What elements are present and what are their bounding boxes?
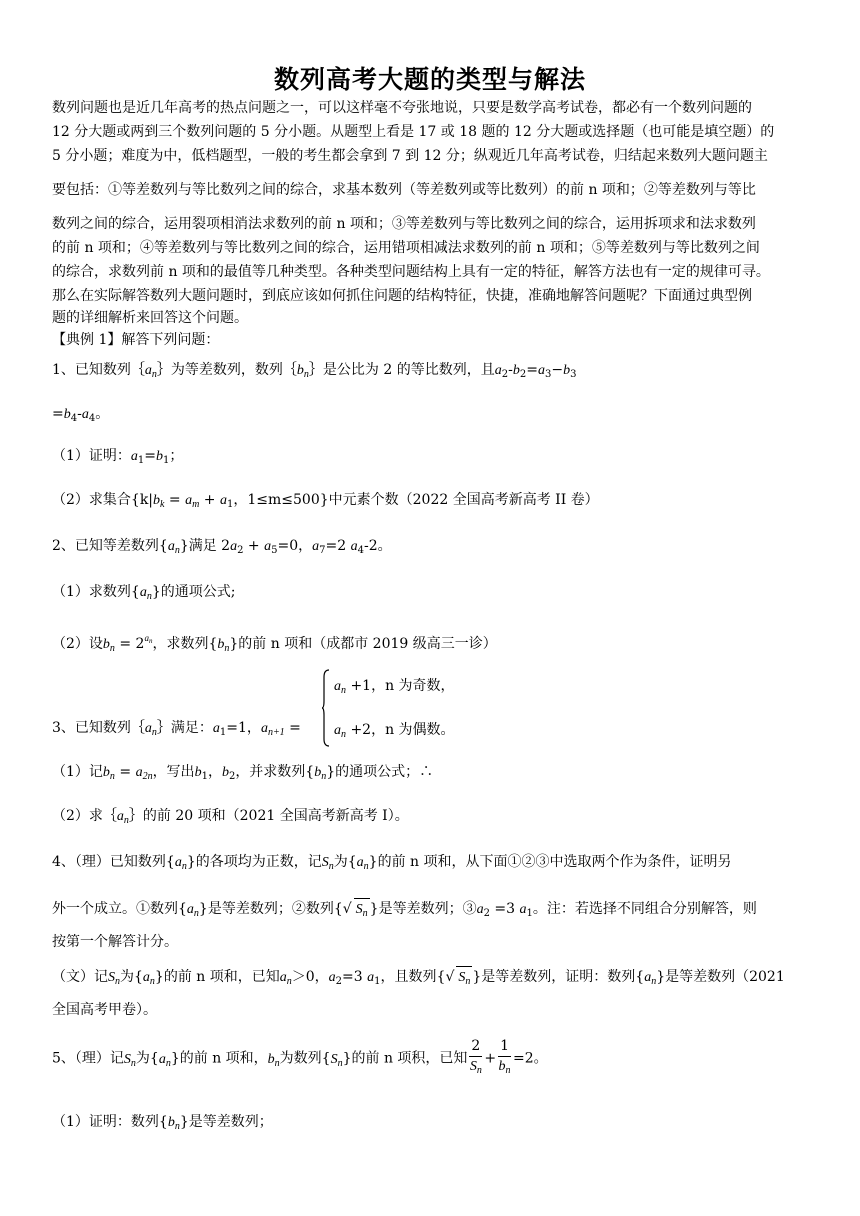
- example-heading: 【典例 1】解答下列问题：: [52, 332, 220, 348]
- problem-3-stem: 3、已知数列$\{a_n\}$满足：$a_1=1$，$a_{n+1}$ =: [52, 720, 301, 738]
- intro-line: 5 分小题；难度为中，低档题型，一般的考生都会拿到 7 到 12 分；纵观近几年高考试卷，归结起来数列大题问题主: [52, 148, 768, 164]
- problem-4-line-5: 全国高考甲卷）。: [52, 1002, 157, 1018]
- problem-4-line-3: 按第一个解答计分。: [52, 934, 178, 950]
- piecewise-case-even: $a_n +2$，n 为偶数。: [334, 722, 455, 740]
- problem-2-part-1: （1）求数列$\{a_n\}$的通项公式;: [52, 584, 236, 602]
- intro-line: 数列问题也是近几年高考的热点问题之一，可以这样毫不夸张地说，只要是数学高考试卷，都必有一个数列问题的: [52, 100, 752, 116]
- problem-5-stem: 5、（理）记$S_n$为$\{a_n\}$的前 n 项和，$b_n$为数列$\{S_n\}$的前 n 项积，已知 $\frac{2}{S_n}$ + $\frac{1}{b_n}$ =2。: [52, 1038, 548, 1076]
- problem-4-line-1: 4、（理）已知数列$\{a_n\}$的各项均为正数，记$S_n$为$\{a_n\}$的前 n 项和，从下面①②③中选取两个作为条件，证明另: [52, 854, 732, 872]
- problem-3-part-2: （2）求$\{a_n\}$的前 20 项和（2021 全国高考新高考 I）。: [52, 808, 409, 826]
- problem-1-part-1: （1）证明：$a_1=b_1$；: [52, 448, 184, 466]
- intro-line: 12 分大题或两到三个数列问题的 5 分小题。从题型上看是 17 或 18 题的 12 分大题或选择题（也可能是填空题）的: [52, 124, 775, 140]
- piecewise-brace: [321, 669, 330, 747]
- problem-5-part-1: （1）证明：数列$\{b_n\}$是等差数列；: [52, 1114, 273, 1132]
- problem-3-part-1: （1）记$b_n = a_{2n}$，写出$b_1$，$b_2$，并求数列$\{b_n\}$的通项公式；∴: [52, 764, 434, 782]
- intro-line: 的综合，求数列前 n 项和的最值等几种类型。各种类型问题结构上具有一定的特征，解答方法也有一定的规律可寻。: [52, 264, 770, 280]
- document-title: 数列高考大题的类型与解法: [273, 65, 586, 94]
- intro-line: 那么在实际解答数列大题问题时，到底应该如何抓住问题的结构特征，快捷，准确地解答问题呢？下面通过典型例: [52, 288, 752, 304]
- problem-2-stem: 2、已知等差数列$\{a_n\}$满足 $2a_2 + a_5=0$，$a_7=2$ $a_4-2$。: [52, 538, 392, 556]
- intro-line: 数列之间的综合，运用裂项相消法求数列的前 n 项和；③等差数列与等比数列之间的综合，运用拆项求和法求数列: [52, 216, 756, 232]
- intro-line: 题的详细解析来回答这个问题。: [52, 310, 248, 326]
- piecewise-case-odd: $a_n +1$，n 为奇数，: [334, 678, 455, 696]
- problem-1-stem-cont: $=b_4-a_4$。: [52, 406, 110, 424]
- problem-2-part-2: （2）设$b_n = 2^{a_n}$，求数列$\{b_n\}$的前 n 项和（成都市 2019 级高三一诊）: [52, 633, 497, 654]
- problem-1-stem: 1、已知数列$\{a_n\}$为等差数列，数列$\{b_n\}$是公比为 2 的等比数列，且$a_2-b_2=a_3-b_3$: [52, 362, 577, 380]
- problem-4-line-2: 外一个成立。①数列$\{a_n\}$是等差数列；②数列{√ $S_n$ }是等差数列；$③a_2 =3$ $a_1$。注：若选择不同组合分别解答，则: [52, 898, 757, 924]
- intro-line: 要包括：①等差数列与等比数列之间的综合，求基本数列（等差数列或等比数列）的前 n 项和；②等差数列与等比: [52, 182, 756, 198]
- problem-4-line-4: （文）记$S_n$为$\{a_n\}$的前 n 项和，已知$a_n>0$，$a_2=3$ $a_1$，且数列{√ $S_n$ }是等差数列，证明：数列$\{a_n\}$是等差数列（2021: [52, 966, 785, 992]
- problem-1-part-2: （2）求集合{$k|b_k = a_m + a_1$，1≤m≤500}中元素个数（2022 全国高考新高考 II 卷）: [52, 492, 599, 510]
- intro-line: 的前 n 项和；④等差数列与等比数列之间的综合，运用错项相减法求数列的前 n 项和；⑤等差数列与等比数列之间: [52, 240, 760, 256]
